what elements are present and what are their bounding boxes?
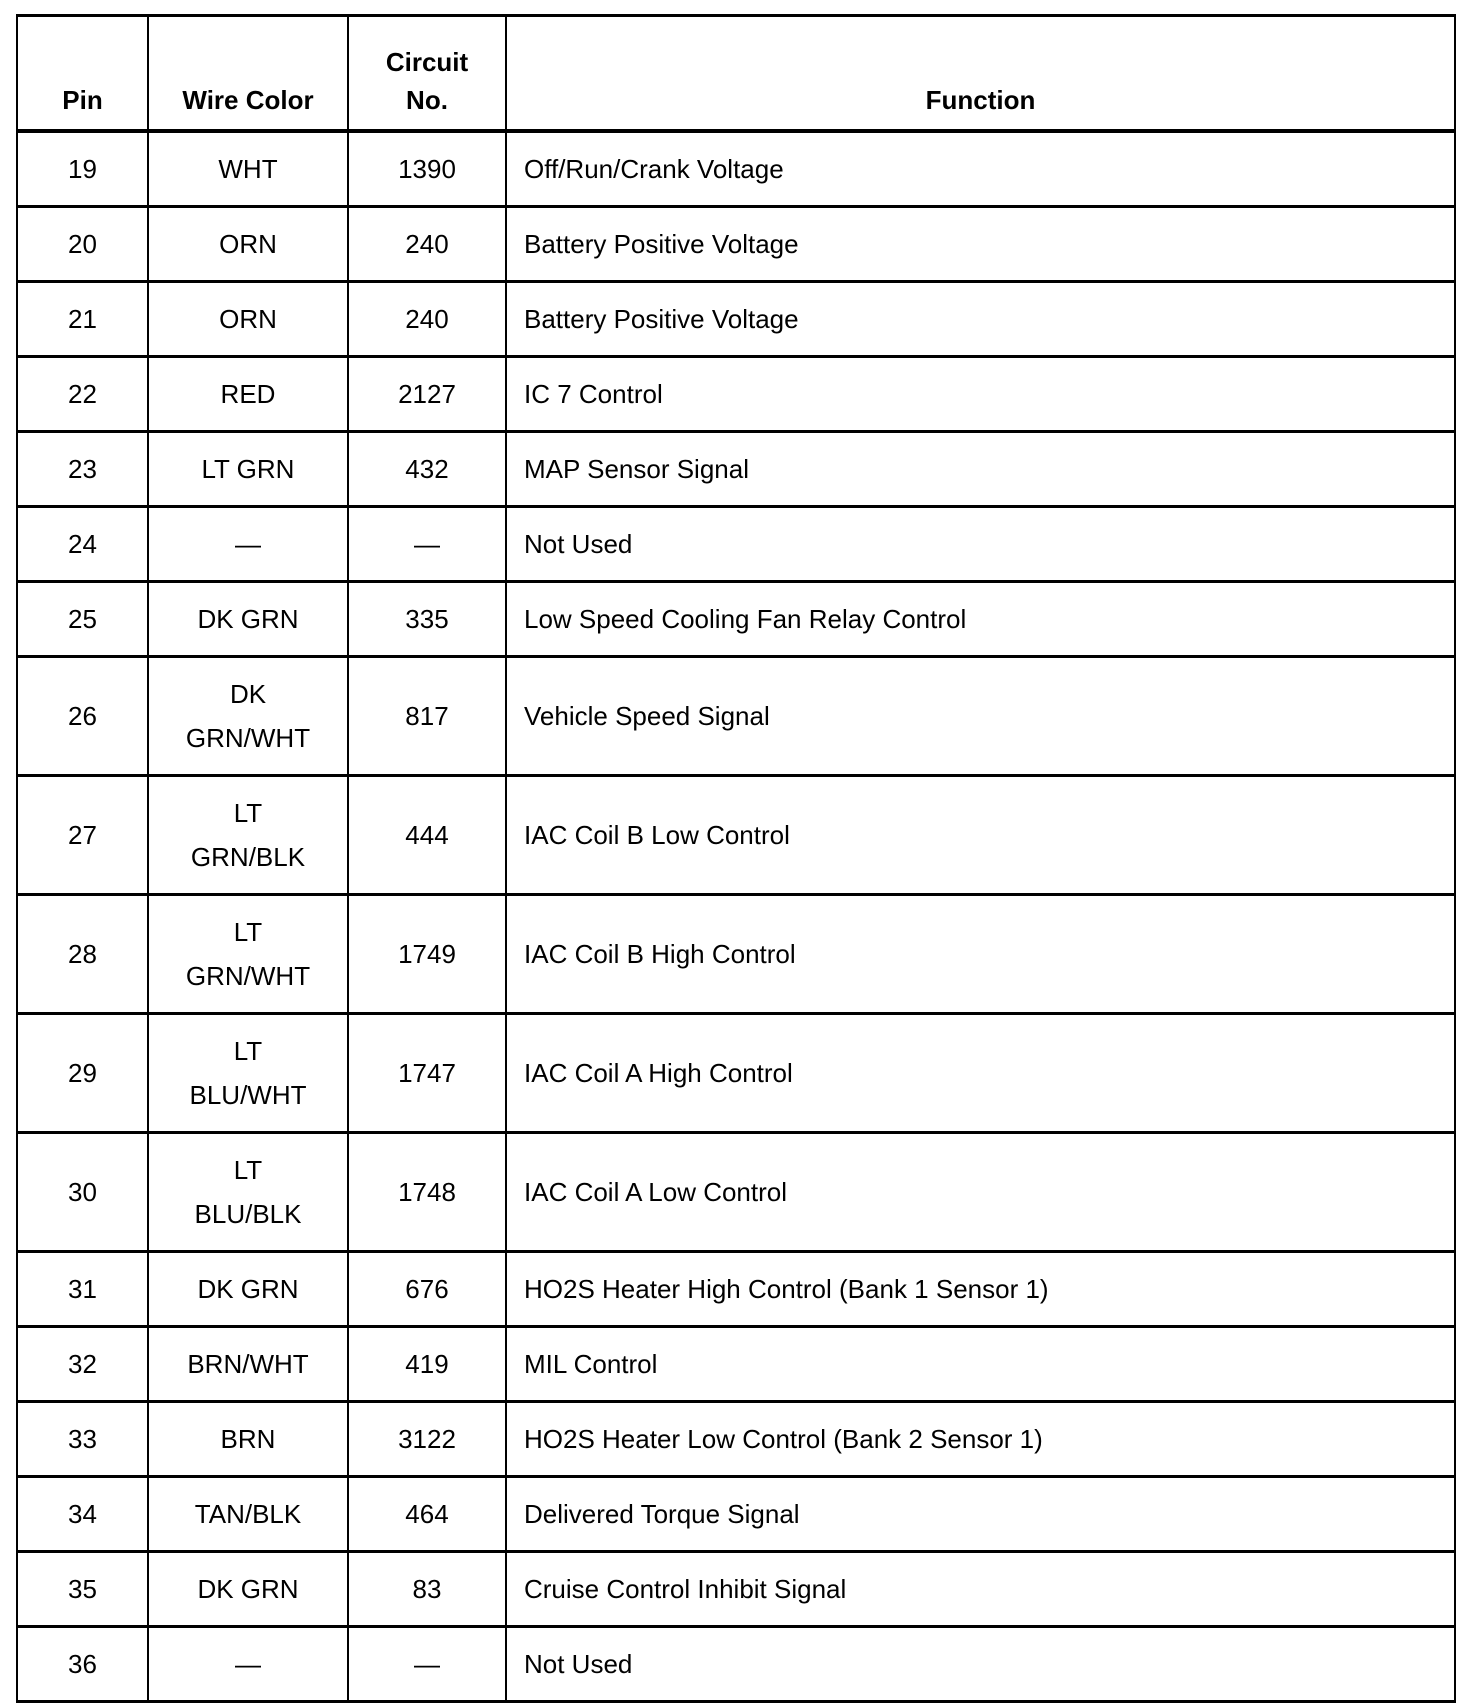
circuit-number-cell: 817 bbox=[348, 657, 506, 776]
wire-color-line: — bbox=[235, 529, 261, 559]
table-row bbox=[17, 1627, 1455, 1702]
function-cell: MAP Sensor Signal bbox=[506, 432, 1455, 507]
function-cell: Vehicle Speed Signal bbox=[506, 657, 1455, 776]
circuit-number-cell: 432 bbox=[348, 432, 506, 507]
wire-color-line: LT bbox=[233, 917, 263, 947]
wire-color-cell bbox=[148, 1402, 348, 1477]
wire-color-line: GRN/BLK bbox=[190, 842, 306, 872]
function-cell: MIL Control bbox=[506, 1327, 1455, 1402]
header-circuit-no bbox=[348, 16, 506, 132]
pin-cell: 35 bbox=[17, 1552, 148, 1627]
function-cell: Battery Positive Voltage bbox=[506, 207, 1455, 282]
table-row bbox=[17, 1327, 1455, 1402]
pin-cell: 33 bbox=[17, 1402, 148, 1477]
circuit-number-cell: 3122 bbox=[348, 1402, 506, 1477]
function-cell: IAC Coil B Low Control bbox=[506, 776, 1455, 895]
wire-color-line: ORN bbox=[219, 229, 277, 259]
pin-cell: 32 bbox=[17, 1327, 148, 1402]
function-cell: HO2S Heater High Control (Bank 1 Sensor 1) bbox=[506, 1252, 1455, 1327]
circuit-number-cell: — bbox=[348, 1627, 506, 1702]
wire-color-line: DK GRN bbox=[197, 1274, 299, 1304]
wire-color-cell bbox=[148, 432, 348, 507]
pin-cell: 30 bbox=[17, 1133, 148, 1252]
header-pin: Pin bbox=[17, 16, 148, 132]
table-row bbox=[17, 131, 1455, 207]
wire-color-line: — bbox=[235, 1649, 261, 1679]
wire-color-line: TAN/BLK bbox=[194, 1499, 302, 1529]
wire-color-line: BRN/WHT bbox=[187, 1349, 309, 1379]
table-row bbox=[17, 1252, 1455, 1327]
wire-color-line: WHT bbox=[218, 154, 278, 184]
wire-color-line: LT bbox=[233, 798, 263, 828]
wire-color-cell bbox=[148, 1327, 348, 1402]
function-cell: Low Speed Cooling Fan Relay Control bbox=[506, 582, 1455, 657]
function-cell: Off/Run/Crank Voltage bbox=[506, 131, 1455, 207]
wire-color-line: DK bbox=[229, 679, 267, 709]
circuit-number-cell: 83 bbox=[348, 1552, 506, 1627]
circuit-number-cell: 2127 bbox=[348, 357, 506, 432]
table-row bbox=[17, 1133, 1455, 1252]
circuit-number-cell: 676 bbox=[348, 1252, 506, 1327]
pin-cell: 24 bbox=[17, 507, 148, 582]
function-cell: IAC Coil B High Control bbox=[506, 895, 1455, 1014]
pin-cell: 34 bbox=[17, 1477, 148, 1552]
table-row bbox=[17, 282, 1455, 357]
header-wire-color: Wire Color bbox=[148, 16, 348, 132]
table-row bbox=[17, 582, 1455, 657]
table-header-row bbox=[17, 16, 1455, 132]
wire-color-cell bbox=[148, 776, 348, 895]
pin-cell: 21 bbox=[17, 282, 148, 357]
table-row bbox=[17, 1477, 1455, 1552]
circuit-number-cell: 1749 bbox=[348, 895, 506, 1014]
circuit-number-cell: — bbox=[348, 507, 506, 582]
circuit-number-cell: 240 bbox=[348, 282, 506, 357]
connector-pinout-table bbox=[16, 14, 1456, 1703]
pin-cell: 28 bbox=[17, 895, 148, 1014]
wire-color-line: ORN bbox=[219, 304, 277, 334]
circuit-number-cell: 1748 bbox=[348, 1133, 506, 1252]
wire-color-cell bbox=[148, 1252, 348, 1327]
wire-color-line: DK GRN bbox=[197, 1574, 299, 1604]
table-row bbox=[17, 507, 1455, 582]
wire-color-cell bbox=[148, 357, 348, 432]
wire-color-line: LT bbox=[233, 1036, 263, 1066]
wire-color-cell bbox=[148, 1477, 348, 1552]
header-circuit-line2: No. bbox=[406, 85, 448, 115]
wire-color-line: GRN/WHT bbox=[185, 961, 311, 991]
wire-color-cell bbox=[148, 657, 348, 776]
wire-color-cell bbox=[148, 1552, 348, 1627]
wire-color-line: GRN/WHT bbox=[185, 723, 311, 753]
table-body bbox=[17, 131, 1455, 1702]
table-row bbox=[17, 357, 1455, 432]
circuit-number-cell: 335 bbox=[348, 582, 506, 657]
table-row bbox=[17, 776, 1455, 895]
wire-color-line: RED bbox=[220, 379, 276, 409]
wire-color-cell bbox=[148, 1133, 348, 1252]
header-circuit-line1: Circuit bbox=[385, 47, 469, 77]
function-cell: IAC Coil A High Control bbox=[506, 1014, 1455, 1133]
circuit-number-cell: 464 bbox=[348, 1477, 506, 1552]
wire-color-cell bbox=[148, 1014, 348, 1133]
function-cell: Not Used bbox=[506, 507, 1455, 582]
function-cell: Delivered Torque Signal bbox=[506, 1477, 1455, 1552]
wire-color-cell bbox=[148, 582, 348, 657]
table-row bbox=[17, 1552, 1455, 1627]
pin-cell: 27 bbox=[17, 776, 148, 895]
pin-cell: 22 bbox=[17, 357, 148, 432]
pin-cell: 19 bbox=[17, 131, 148, 207]
pin-cell: 31 bbox=[17, 1252, 148, 1327]
wire-color-line: BLU/WHT bbox=[189, 1080, 307, 1110]
function-cell: Cruise Control Inhibit Signal bbox=[506, 1552, 1455, 1627]
header-function: Function bbox=[506, 16, 1455, 132]
wire-color-cell bbox=[148, 507, 348, 582]
pin-cell: 36 bbox=[17, 1627, 148, 1702]
circuit-number-cell: 240 bbox=[348, 207, 506, 282]
wire-color-line: DK GRN bbox=[197, 604, 299, 634]
function-cell: Not Used bbox=[506, 1627, 1455, 1702]
wire-color-line: BLU/BLK bbox=[194, 1199, 302, 1229]
pin-cell: 23 bbox=[17, 432, 148, 507]
table-row bbox=[17, 657, 1455, 776]
wire-color-line: LT GRN bbox=[201, 454, 295, 484]
table-row bbox=[17, 1402, 1455, 1477]
table-row bbox=[17, 432, 1455, 507]
table-row bbox=[17, 895, 1455, 1014]
table-row bbox=[17, 207, 1455, 282]
wire-color-cell bbox=[148, 207, 348, 282]
function-cell: IC 7 Control bbox=[506, 357, 1455, 432]
circuit-number-cell: 1747 bbox=[348, 1014, 506, 1133]
pin-cell: 20 bbox=[17, 207, 148, 282]
pin-cell: 29 bbox=[17, 1014, 148, 1133]
function-cell: IAC Coil A Low Control bbox=[506, 1133, 1455, 1252]
wire-color-cell bbox=[148, 131, 348, 207]
circuit-number-cell: 1390 bbox=[348, 131, 506, 207]
wire-color-cell bbox=[148, 895, 348, 1014]
circuit-number-cell: 444 bbox=[348, 776, 506, 895]
table-row bbox=[17, 1014, 1455, 1133]
function-cell: HO2S Heater Low Control (Bank 2 Sensor 1) bbox=[506, 1402, 1455, 1477]
function-cell: Battery Positive Voltage bbox=[506, 282, 1455, 357]
wire-color-cell bbox=[148, 282, 348, 357]
wire-color-line: LT bbox=[233, 1155, 263, 1185]
wire-color-line: BRN bbox=[220, 1424, 276, 1454]
circuit-number-cell: 419 bbox=[348, 1327, 506, 1402]
wire-color-cell bbox=[148, 1627, 348, 1702]
pin-cell: 25 bbox=[17, 582, 148, 657]
pin-cell: 26 bbox=[17, 657, 148, 776]
